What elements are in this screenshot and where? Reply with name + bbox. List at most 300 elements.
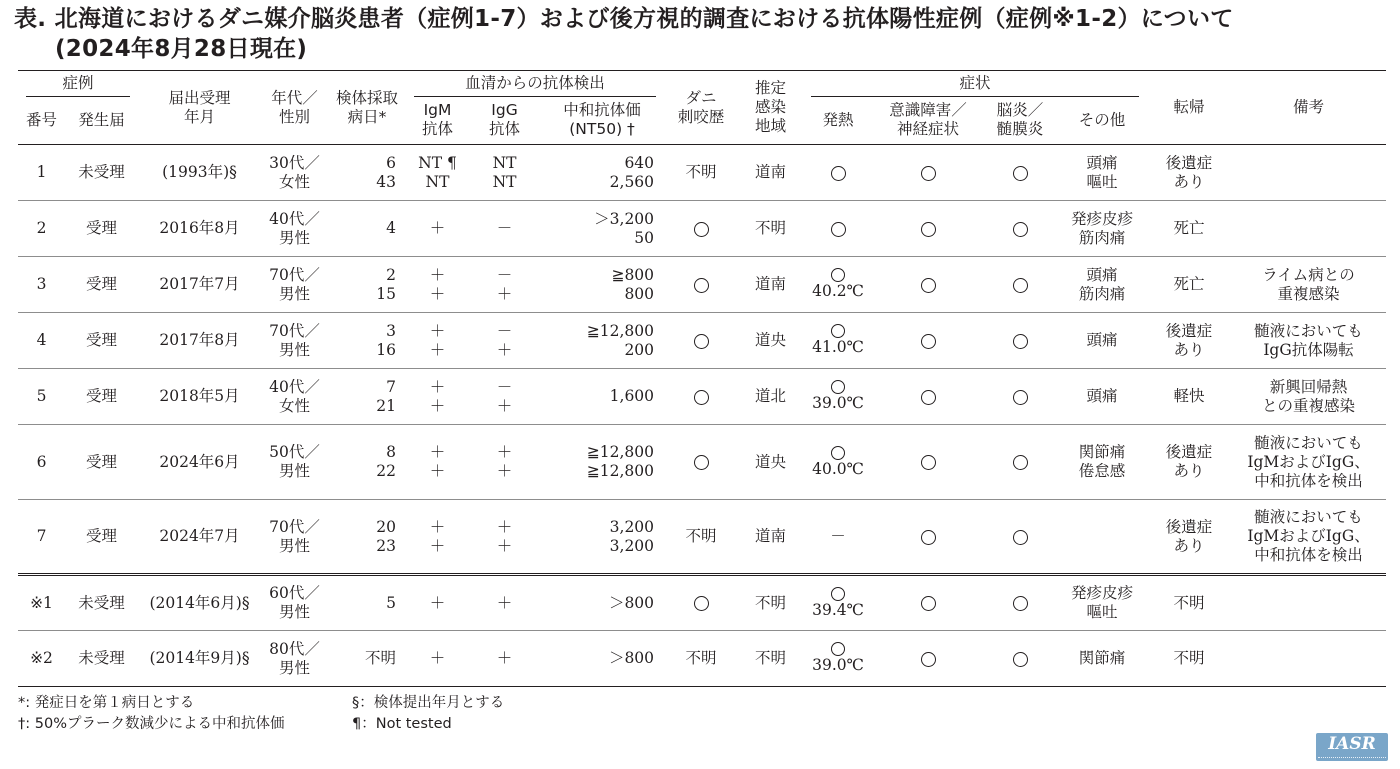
cell-line: ＋	[429, 219, 446, 237]
tick-bite-history: 不明	[685, 527, 717, 545]
age-sex-lines	[269, 443, 320, 481]
cell-line: 5	[386, 593, 397, 612]
age-sex-lines	[269, 266, 320, 304]
circle-mark	[921, 596, 936, 611]
igm-result	[406, 575, 469, 631]
header-consciousness	[873, 97, 983, 145]
cell-line: 女性	[279, 396, 311, 415]
cell-line: 抗体	[489, 120, 521, 139]
case-number: 7	[36, 527, 47, 545]
igm-result	[406, 145, 469, 201]
circle-mark	[1013, 166, 1028, 181]
circle-mark	[831, 324, 845, 338]
cell-line: 嘔吐	[1086, 172, 1118, 191]
sample-day	[328, 313, 406, 369]
infection-region: 道南	[755, 527, 787, 545]
other-symptoms-lines	[1079, 266, 1126, 304]
header-antibody-group: 血清からの抗体検出	[406, 71, 664, 97]
fever-temperature: 39.0℃	[812, 656, 864, 674]
igg-result-lines	[493, 154, 517, 192]
iasr-logo	[1316, 733, 1388, 761]
infection-region: 道央	[755, 331, 787, 349]
circle-mark	[831, 222, 846, 237]
cell-line: 死亡	[1173, 275, 1205, 293]
sample-day-lines	[386, 594, 396, 613]
fever-temperature: 39.4℃	[812, 600, 864, 619]
report-date: 2018年5月	[159, 387, 240, 405]
age-sex	[261, 425, 328, 500]
cell-line: 200	[624, 340, 655, 359]
sample-day-lines	[376, 154, 396, 192]
cell-line: 男性	[279, 228, 311, 247]
cell-line: 800	[624, 284, 655, 303]
age-sex-lines	[269, 378, 320, 416]
igg-result-lines	[497, 378, 513, 416]
igg-result-lines	[497, 266, 513, 304]
case-number: 5	[36, 387, 47, 405]
cell-line: －	[496, 265, 513, 284]
table-row	[18, 145, 1386, 201]
report-date: (1993年)§	[162, 163, 237, 181]
neutralizing-titer-lines	[587, 322, 654, 360]
cell-line: (NT50) †	[569, 120, 635, 139]
table-title-line2: (2024年8月28日現在)	[55, 36, 308, 62]
igg-result-lines	[497, 594, 513, 613]
neutralizing-titer-lines	[611, 266, 654, 304]
circle-mark	[1013, 222, 1028, 237]
other-symptoms	[1057, 500, 1147, 575]
cell-line: 男性	[279, 462, 311, 480]
cell-line: IgG	[491, 101, 518, 120]
cell-line: ＋	[496, 284, 513, 303]
fever	[803, 313, 873, 369]
cell-line: ≧12,800	[586, 443, 655, 461]
circle-mark	[831, 380, 845, 394]
cell-line: ＋	[496, 443, 513, 461]
outcome-lines	[1174, 219, 1205, 238]
sample-day	[328, 425, 406, 500]
case-number: 1	[36, 163, 47, 181]
age-sex	[261, 369, 328, 425]
fever	[803, 257, 873, 313]
header-age-sex	[261, 71, 328, 145]
fever	[803, 631, 873, 687]
footnote-not-tested: ¶：Not tested	[352, 716, 452, 732]
cell-line: 筋肉痛	[1078, 284, 1126, 303]
other-symptoms-lines	[1071, 584, 1133, 622]
cell-line: ＋	[496, 340, 513, 359]
header-case-no: 番号	[25, 110, 57, 129]
remarks	[1231, 500, 1386, 575]
remarks	[1231, 425, 1386, 500]
cell-line: 60代／	[269, 584, 320, 602]
cell-line: 8	[386, 443, 397, 461]
igg-result	[469, 313, 540, 369]
cell-line: 70代／	[269, 321, 320, 340]
cell-line: 21	[376, 396, 397, 415]
cell-line: 意識障害／	[889, 101, 967, 120]
cell-line: 15	[376, 284, 397, 303]
cell-line: あり	[1173, 462, 1205, 480]
infection-region: 不明	[755, 649, 787, 667]
fever-temperature: 40.2℃	[812, 282, 864, 300]
igm-result-lines	[430, 219, 446, 238]
neutralizing-titer-lines	[587, 443, 654, 481]
tick-bite-history: 不明	[685, 649, 717, 667]
remarks	[1231, 201, 1386, 257]
cell-line: 7	[386, 377, 397, 396]
neutralizing-titer-lines	[609, 594, 654, 613]
cell-line: ＋	[429, 377, 446, 396]
igg-result	[469, 257, 540, 313]
cell-line: 20	[376, 517, 397, 536]
infection-region: 道南	[755, 163, 787, 181]
cell-line: ＋	[496, 536, 513, 555]
cell-line: 髄液においても	[1254, 508, 1363, 526]
cell-line: 不明	[1173, 649, 1205, 667]
consciousness-disorder	[873, 500, 983, 575]
fever-reading	[812, 642, 864, 674]
consciousness-disorder	[873, 313, 983, 369]
header-outcome: 転帰	[1173, 98, 1205, 116]
fever	[803, 145, 873, 201]
table-row	[18, 575, 1386, 631]
cell-line: 男性	[279, 536, 311, 555]
igg-result	[469, 575, 540, 631]
tick-bite-history	[664, 313, 738, 369]
other-symptoms	[1057, 201, 1147, 257]
outcome	[1147, 313, 1231, 369]
infection-region: 不明	[755, 593, 787, 612]
footnote-sample-day: *: 発症日を第１病日とする	[18, 695, 195, 711]
cell-line: 3	[386, 321, 397, 340]
igm-result	[406, 369, 469, 425]
table-row	[18, 369, 1386, 425]
age-sex	[261, 201, 328, 257]
cell-line: －	[496, 219, 513, 237]
fever	[803, 369, 873, 425]
igm-result-lines	[430, 594, 446, 613]
igm-result-lines	[430, 443, 446, 481]
igm-result	[406, 257, 469, 313]
cell-line: 不明	[1173, 593, 1205, 612]
cell-line: 検体採取	[336, 88, 399, 107]
circle-mark	[1013, 334, 1028, 349]
cell-line: 4	[386, 219, 397, 237]
neutralizing-titer	[540, 500, 664, 575]
sample-day	[328, 257, 406, 313]
remarks	[1231, 257, 1386, 313]
circle-mark	[694, 596, 709, 611]
cell-line: 発疹皮疹	[1071, 584, 1134, 602]
sample-day	[328, 500, 406, 575]
igg-result	[469, 369, 540, 425]
iasr-logo-subline	[1318, 757, 1386, 760]
tick-bite-history	[664, 425, 738, 500]
case-number: 4	[36, 331, 47, 349]
cell-line: 関節痛	[1078, 443, 1126, 461]
neutralizing-titer	[540, 631, 664, 687]
table-row	[18, 425, 1386, 500]
cell-line: NT	[425, 172, 450, 191]
age-sex-lines	[269, 518, 320, 556]
cell-line: 頭痛	[1086, 265, 1118, 284]
circle-mark	[921, 390, 936, 405]
case-report-status: 受理	[86, 331, 118, 349]
other-symptoms	[1057, 369, 1147, 425]
sample-day-lines	[386, 219, 396, 238]
igg-result-lines	[497, 443, 513, 481]
fever-reading	[812, 268, 864, 300]
igg-result	[469, 631, 540, 687]
circle-mark	[921, 278, 936, 293]
report-date: 2024年7月	[159, 527, 240, 545]
infection-region: 道南	[755, 275, 787, 293]
infection-region: 道北	[755, 387, 787, 405]
other-symptoms-lines	[1087, 387, 1118, 406]
igg-result-lines	[497, 322, 513, 360]
case-report-status: 受理	[86, 219, 118, 237]
remarks	[1231, 575, 1386, 631]
outcome-lines	[1174, 649, 1205, 668]
report-date: 2016年8月	[159, 219, 240, 237]
cell-line: ＋	[429, 396, 446, 415]
igg-result	[469, 201, 540, 257]
circle-mark	[1013, 278, 1028, 293]
outcome-lines	[1174, 275, 1205, 294]
header-case-report: 発生届	[78, 110, 125, 129]
consciousness-disorder	[873, 631, 983, 687]
report-date: 2024年6月	[159, 452, 240, 471]
cell-line: ＋	[496, 396, 513, 415]
cell-line: 新興回帰熱	[1269, 377, 1348, 396]
cell-line: との重複感染	[1262, 396, 1356, 415]
fever-temperature: 39.0℃	[812, 394, 864, 412]
other-symptoms-lines	[1071, 210, 1133, 248]
iasr-logo-text: IASR	[1328, 734, 1376, 754]
cell-line: 3,200	[609, 517, 655, 536]
cell-line: 23	[376, 536, 397, 555]
outcome	[1147, 500, 1231, 575]
igm-result	[406, 425, 469, 500]
circle-mark	[694, 390, 709, 405]
sample-day	[328, 575, 406, 631]
encephalitis-meningitis	[983, 575, 1057, 631]
table-row	[18, 631, 1386, 687]
encephalitis-meningitis	[983, 500, 1057, 575]
cell-line: 不明	[365, 649, 397, 667]
sample-day-lines	[376, 518, 396, 556]
cell-line: 40代／	[269, 377, 320, 396]
encephalitis-meningitis	[983, 369, 1057, 425]
fever: －	[830, 527, 846, 545]
cell-line: 病日*	[347, 107, 387, 126]
igm-result-lines	[430, 649, 446, 668]
cell-line: ＞800	[608, 649, 655, 667]
remarks-lines	[1247, 508, 1369, 565]
case-report-status: 受理	[86, 452, 118, 471]
case-number: 2	[36, 219, 47, 237]
header-report-date	[138, 71, 261, 145]
circle-mark	[694, 278, 709, 293]
cell-line: 3,200	[609, 536, 655, 555]
neutralizing-titer	[540, 201, 664, 257]
cell-line: 22	[376, 462, 397, 480]
remarks-lines	[1262, 266, 1355, 304]
tick-bite-history	[664, 257, 738, 313]
cell-line: ≧12,800	[586, 321, 655, 340]
circle-mark	[831, 642, 845, 656]
circle-mark	[1013, 596, 1028, 611]
cell-line: －	[496, 321, 513, 340]
cell-line: 感染	[755, 98, 787, 116]
case-number: ※1	[30, 593, 53, 612]
age-sex-lines	[269, 584, 320, 622]
circle-mark	[1013, 455, 1028, 470]
encephalitis-meningitis	[983, 313, 1057, 369]
cell-line: 後遺症	[1165, 321, 1213, 340]
igm-result-lines	[430, 518, 446, 556]
cell-line: 6	[386, 153, 397, 172]
igm-result	[406, 500, 469, 575]
outcome-lines	[1166, 154, 1213, 192]
circle-mark	[921, 166, 936, 181]
cell-line: IgM	[423, 101, 452, 120]
outcome-lines	[1166, 322, 1213, 360]
cell-line: 年代／	[271, 88, 318, 107]
cell-line: 頭痛	[1086, 153, 1118, 172]
other-symptoms-lines	[1079, 649, 1126, 668]
sample-day-lines	[376, 443, 396, 481]
neutralizing-titer-lines	[610, 387, 654, 406]
igm-result-lines	[418, 154, 457, 192]
cell-line: 頭痛	[1086, 387, 1118, 405]
circle-mark	[921, 334, 936, 349]
case-number: 6	[36, 452, 47, 471]
case-report-status: 未受理	[78, 163, 125, 181]
cell-line: あり	[1173, 340, 1205, 359]
encephalitis-meningitis	[983, 145, 1057, 201]
circle-mark	[1013, 530, 1028, 545]
age-sex	[261, 500, 328, 575]
header-sample-day	[328, 71, 406, 145]
cell-line: 抗体	[422, 120, 454, 139]
cell-line: 中和抗体を検出	[1254, 546, 1363, 564]
cell-line: ＋	[429, 265, 446, 284]
igg-result-lines	[497, 219, 513, 238]
consciousness-disorder	[873, 201, 983, 257]
age-sex-lines	[269, 640, 320, 678]
header-symptom-group: 症状	[803, 71, 1147, 97]
cell-line: 関節痛	[1078, 649, 1126, 667]
consciousness-disorder	[873, 145, 983, 201]
cell-line: IgG抗体陽転	[1263, 340, 1354, 359]
header-region	[738, 71, 803, 145]
circle-mark	[694, 334, 709, 349]
header-remarks: 備考	[1293, 98, 1325, 116]
header-tick-bite	[664, 71, 738, 145]
cell-line: 男性	[279, 603, 311, 621]
encephalitis-meningitis	[983, 631, 1057, 687]
sample-day-lines	[376, 266, 396, 304]
cell-line: IgMおよびIgG、	[1247, 527, 1370, 545]
cell-line: 頭痛	[1086, 331, 1118, 349]
header-fever: 発熱	[822, 110, 854, 129]
cell-line: 16	[376, 340, 397, 359]
circle-mark	[1013, 652, 1028, 667]
consciousness-disorder	[873, 257, 983, 313]
other-symptoms-lines	[1079, 443, 1126, 481]
outcome	[1147, 145, 1231, 201]
cell-line: 髄液においても	[1254, 321, 1363, 340]
case-report-status: 受理	[86, 275, 118, 293]
cell-line: あり	[1173, 536, 1205, 555]
other-symptoms	[1057, 313, 1147, 369]
cell-line: 70代／	[269, 517, 320, 536]
other-symptoms-lines	[1087, 154, 1118, 192]
other-symptoms	[1057, 575, 1147, 631]
encephalitis-meningitis	[983, 201, 1057, 257]
remarks	[1231, 313, 1386, 369]
cell-line: ＋	[496, 649, 513, 667]
cell-line: 80代／	[269, 639, 320, 658]
fever-reading	[812, 446, 864, 478]
circle-mark	[921, 222, 936, 237]
cell-line: 筋肉痛	[1078, 228, 1126, 247]
fever-reading	[812, 587, 864, 619]
cell-line: ＋	[496, 593, 513, 612]
cell-line: ＋	[429, 517, 446, 536]
report-date: 2017年7月	[159, 275, 240, 293]
other-symptoms	[1057, 257, 1147, 313]
cell-line: 軽快	[1173, 387, 1205, 405]
circle-mark	[831, 587, 845, 601]
table-row	[18, 201, 1386, 257]
cell-line: ライム病との	[1262, 265, 1355, 284]
other-symptoms	[1057, 145, 1147, 201]
igg-result-lines	[497, 649, 513, 668]
neutralizing-titer	[540, 257, 664, 313]
cell-line: 性別	[279, 107, 311, 126]
header-encephalitis	[983, 97, 1057, 145]
table-title	[14, 4, 1234, 64]
encephalitis-meningitis	[983, 425, 1057, 500]
cases-table	[18, 70, 1386, 687]
cell-line: 男性	[279, 340, 311, 359]
cell-line: ＞3,200	[594, 209, 655, 228]
cell-line: ＋	[429, 649, 446, 667]
cell-line: 1,600	[609, 387, 655, 405]
cell-line: ＋	[429, 443, 446, 461]
cell-line: 死亡	[1173, 219, 1205, 237]
cell-line: 男性	[279, 284, 311, 303]
fever	[803, 575, 873, 631]
igg-result	[469, 425, 540, 500]
cell-line: ≧800	[611, 265, 655, 284]
table-body	[18, 145, 1386, 687]
circle-mark	[831, 446, 845, 460]
fever-reading	[812, 380, 864, 412]
circle-mark	[694, 455, 709, 470]
cell-line: 後遺症	[1165, 443, 1213, 461]
case-number: 3	[36, 275, 47, 293]
neutralizing-titer-lines	[610, 154, 654, 192]
sample-day-lines	[365, 649, 396, 668]
cell-line: 地域	[755, 117, 787, 135]
outcome	[1147, 201, 1231, 257]
age-sex	[261, 631, 328, 687]
sample-day-lines	[376, 378, 396, 416]
